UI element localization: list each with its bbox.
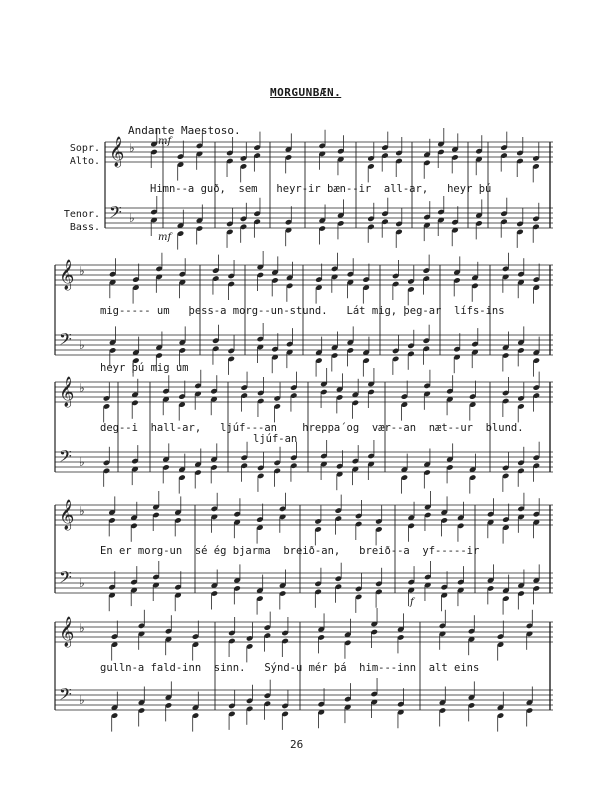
bass-clef-icon: 𝄢	[59, 329, 72, 353]
bass-clef-icon: 𝄢	[59, 567, 72, 591]
key-signature-flat-icon: ♭	[129, 141, 135, 155]
key-signature-flat-icon: ♭	[79, 381, 85, 395]
lyrics-system-2: mig----- um þess-a morg--un-stund. Lát mig, þeg-ar lífs-ins	[100, 305, 505, 317]
bass-clef-icon: 𝄢	[59, 684, 72, 708]
key-signature-flat-icon: ♭	[79, 621, 85, 635]
key-signature-flat-icon: ♭	[79, 504, 85, 518]
bass-clef-icon: 𝄢	[59, 446, 72, 470]
voice-bass: Bass.	[69, 222, 100, 233]
lyrics-system-4: En er morg-un sé ég bjarma breið-an, breið--a yf-----ir	[100, 545, 480, 557]
key-signature-flat-icon: ♭	[79, 338, 85, 352]
key-signature-flat-icon: ♭	[79, 455, 85, 469]
treble-clef-icon: 𝄞	[59, 500, 75, 530]
dynamic-mf-lower: mf	[158, 232, 172, 243]
key-signature-flat-icon: ♭	[79, 264, 85, 278]
page-title: MORGUNBÆN.	[270, 86, 342, 99]
lyrics-system-3: deg--i hall-ar, ljúf---an hreppa´og vær--an næt--ur blund.	[100, 422, 524, 434]
key-signature-flat-icon: ♭	[79, 576, 85, 590]
treble-clef-icon: 𝄞	[109, 137, 125, 167]
lyrics-system-1: Himn--a guð, sem heyr-ir bæn--ir all-ar, heyr þú	[150, 183, 492, 195]
lyrics-system-2-lower: heyr þú mig um	[100, 362, 189, 374]
key-signature-flat-icon: ♭	[129, 211, 135, 225]
lyrics-system-3-lower: ljúf-an	[253, 433, 298, 445]
page-number: 26	[290, 738, 304, 751]
dynamic-forte: f	[410, 597, 414, 608]
bass-clef-icon: 𝄢	[109, 202, 122, 226]
voice-tenor: Tenor.	[63, 209, 100, 220]
dynamic-mf-upper: mf	[158, 136, 172, 147]
tempo-marking: Andante Maestoso.	[128, 124, 241, 137]
treble-clef-icon: 𝄞	[59, 617, 75, 647]
treble-clef-icon: 𝄞	[59, 377, 75, 407]
lyrics-system-5: gulln-a fald-inn sinn. Sýnd-u mér þá him---inn alt eins	[100, 662, 480, 674]
voice-alto: Alto.	[69, 156, 100, 167]
key-signature-flat-icon: ♭	[79, 693, 85, 707]
treble-clef-icon: 𝄞	[59, 260, 75, 290]
voice-soprano: Sopr.	[69, 143, 100, 154]
